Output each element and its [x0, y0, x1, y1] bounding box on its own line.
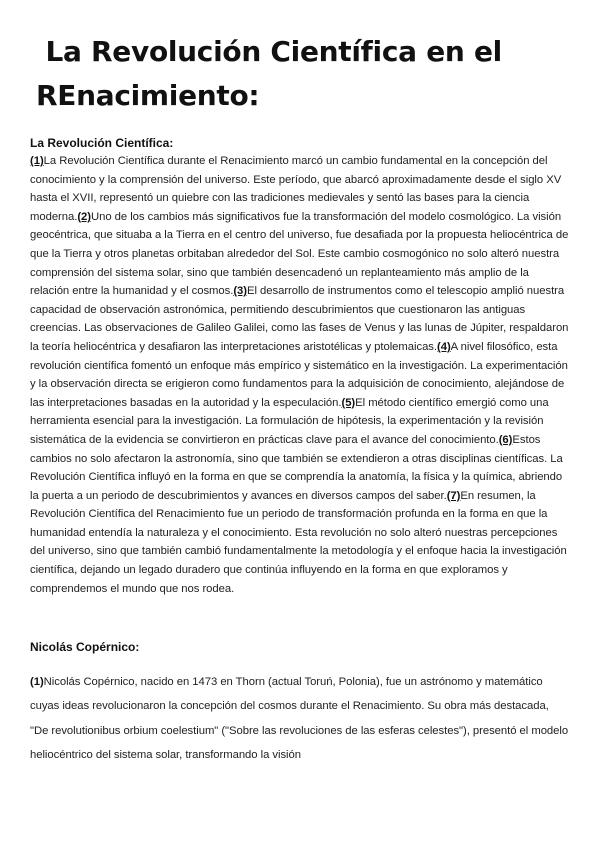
reference-link[interactable]: (6) [498, 433, 513, 446]
paragraph-text: El desarrollo de instrumentos como el telescopio amplió nuestra capacidad de observación astronómica, permitiendo descubrimientos que cuestionaron las antiguas creencias. Las observaciones de Galileo Galilei, como las fases de Venus y las lunas de Júpiter, respaldaron la teoría heliocéntrica y desafiaron las interpretaciones aristotélicas y ptolemaicas. [30, 285, 569, 353]
paragraph-text: Uno de los cambios más significativos fue la transformación del modelo cosmológico. La visión geocéntrica, que situaba a la Tierra en el centro del universo, fue desafiada por la propuesta heliocéntrica de que la Tierra y otros planetas orbitaban alrededor del Sol. Este cambio cosmogónico no solo alteró nuestra comprensión del sistema solar, sino que también desencadenó un replanteamiento más amplio de la relación entre la humanidad y el cosmos. [30, 210, 569, 298]
paragraph-text: El método científico emergió como una herramienta esencial para la investigación. La formulación de hipótesis, la experimentación y la revisión sistemática de la evidencia se convirtieron en prácticas clave para el avance del conocimiento. [30, 396, 549, 446]
section-heading-revolucion: La Revolución Científica: [30, 136, 174, 150]
paragraph-text: En resumen, la Revolución Científica del Renacimiento fue un periodo de transformación profunda en la forma en que la humanidad entendía la naturaleza y el conocimiento. Esta revolución no solo alteró nuestras percepciones del universo, sino que también cambió fundamentalmente la metodología y el enfoque hacia la investigación científica, dejando un legado duradero que continúa influyendo en la forma en que exploramos y comprendemos el mundo que nos rodea. [30, 489, 567, 595]
reference-link[interactable]: (3) [233, 285, 248, 298]
paragraph-text: Estos cambios no solo afectaron la astronomía, sino que también se extendieron a otras disciplinas científicas. La Revolución Científica influyó en la forma en que se comprendía la anatomía, la física y la química, abriendo la puerta a un periodo de descubrimientos y avances en diversos campos del saber. [30, 433, 563, 502]
paragraph-text: A nivel filosófico, esta revolución científica fomentó un enfoque más empírico y sistemático en la investigación. La experimentación y la observación directa se erigieron como fundamentos para la adquisición de conocimiento, alejándose de las interpretaciones basadas en la autoridad y la especulación. [30, 340, 568, 409]
paragraph-text: La Revolución Científica durante el Renacimiento marcó un cambio fundamental en la concepción del conocimiento y la comprensión del universo. Este período, que abarcó aproximadamente desde el siglo XV hasta el XVII, representó un quiebre con las tradiciones medievales y sentó las bases para la ciencia moderna. [30, 155, 562, 223]
reference-link[interactable]: (5) [341, 396, 356, 409]
document-title: La Revolución Científica en el REnacimiento: [36, 35, 512, 112]
paragraph-text: Nicolás Copérnico, nacido en 1473 en Thorn (actual Toruń, Polonia), fue un astrónomo y matemático cuyas ideas revolucionaron la concepción del cosmos durante el Renacimiento. Su obra más destacada, "De revolutionibus orbium coelestium" ("Sobre las revoluciones de las esferas celestes"), presentó el modelo heliocéntrico del sistema solar, transformando la visión [30, 676, 569, 761]
reference-link[interactable]: (1) [30, 676, 44, 689]
reference-link[interactable]: (7) [446, 489, 461, 502]
section-heading-copernico: Nicolás Copérnico: [30, 640, 140, 655]
paragraph-copernico [30, 670, 570, 767]
paragraph-revolucion [30, 152, 570, 598]
reference-link[interactable]: (2) [77, 210, 91, 223]
reference-link[interactable]: (4) [437, 340, 451, 353]
reference-link[interactable]: (1) [30, 155, 44, 167]
